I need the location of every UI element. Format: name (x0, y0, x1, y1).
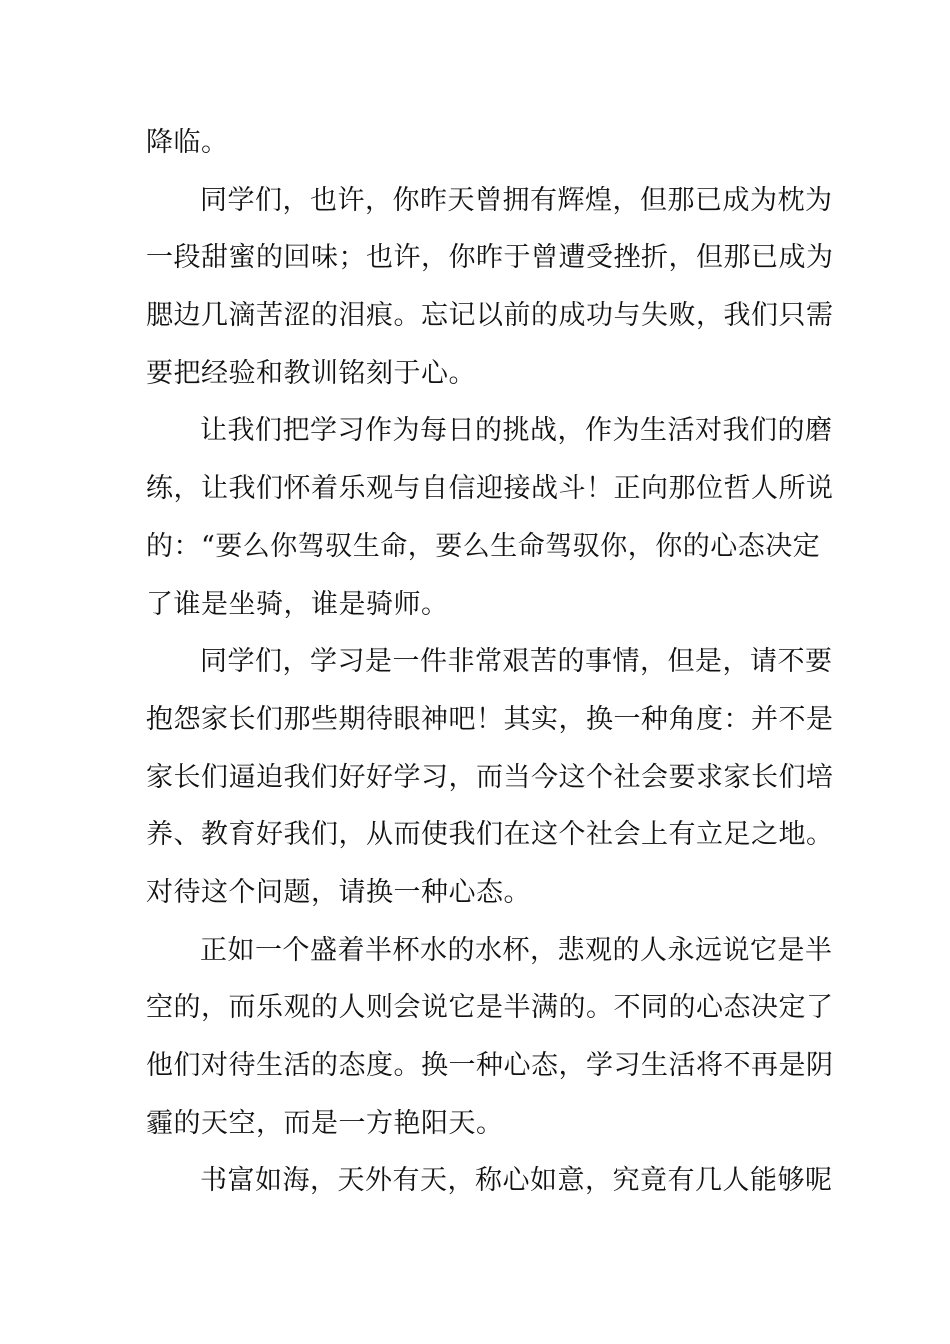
text-line: 降临。 (146, 127, 229, 158)
text-line: 他们对待生活的态度。换一种心态，学习生活将不再是阴 (146, 1050, 834, 1081)
text-line: 抱怨家长们那些期待眼神吧！其实，换一种角度：并不是 (146, 703, 834, 735)
text-line: 正如一个盛着半杯水的水杯，悲观的人永远说它是半 (200, 934, 833, 966)
text-line: 空的，而乐观的人则会说它是半满的。不同的心态决定了 (146, 992, 834, 1024)
text-line: 养、教育好我们，从而使我们在这个社会上有立足之地。 (146, 819, 834, 851)
text-line: 家长们逼迫我们好好学习，而当今这个社会要求家长们培 (146, 761, 834, 793)
text-line: 腮边几滴苦涩的泪痕。忘记以前的成功与失败，我们只需 (146, 300, 834, 332)
text-line: 书富如海，天外有天，称心如意，究竟有几人能够呢 (200, 1165, 833, 1197)
text-line: 对待这个问题，请换一种心态。 (146, 876, 531, 908)
text-line: 练，让我们怀着乐观与自信迎接战斗！正向那位哲人所说 (146, 473, 834, 505)
text-line: 了谁是坐骑，谁是骑师。 (146, 588, 449, 620)
text-line: 让我们把学习作为每日的挑战，作为生活对我们的磨 (200, 415, 833, 447)
text-line: 同学们，学习是一件非常艰苦的事情，但是，请不要 (200, 646, 833, 678)
text-line: 霾的天空，而是一方艳阳天。 (146, 1107, 504, 1139)
text-line: 的：“要么你驾驭生命，要么生命驾驭你，你的心态决定 (146, 530, 821, 562)
text-line: 同学们，也许，你昨天曾拥有辉煌，但那已成为枕为 (200, 184, 833, 216)
text-line: 一段甜蜜的回味；也许，你昨于曾遭受挫折，但那已成为 (146, 242, 834, 274)
text-line: 要把经验和教训铭刻于心。 (146, 357, 476, 389)
body-text (146, 114, 834, 1210)
